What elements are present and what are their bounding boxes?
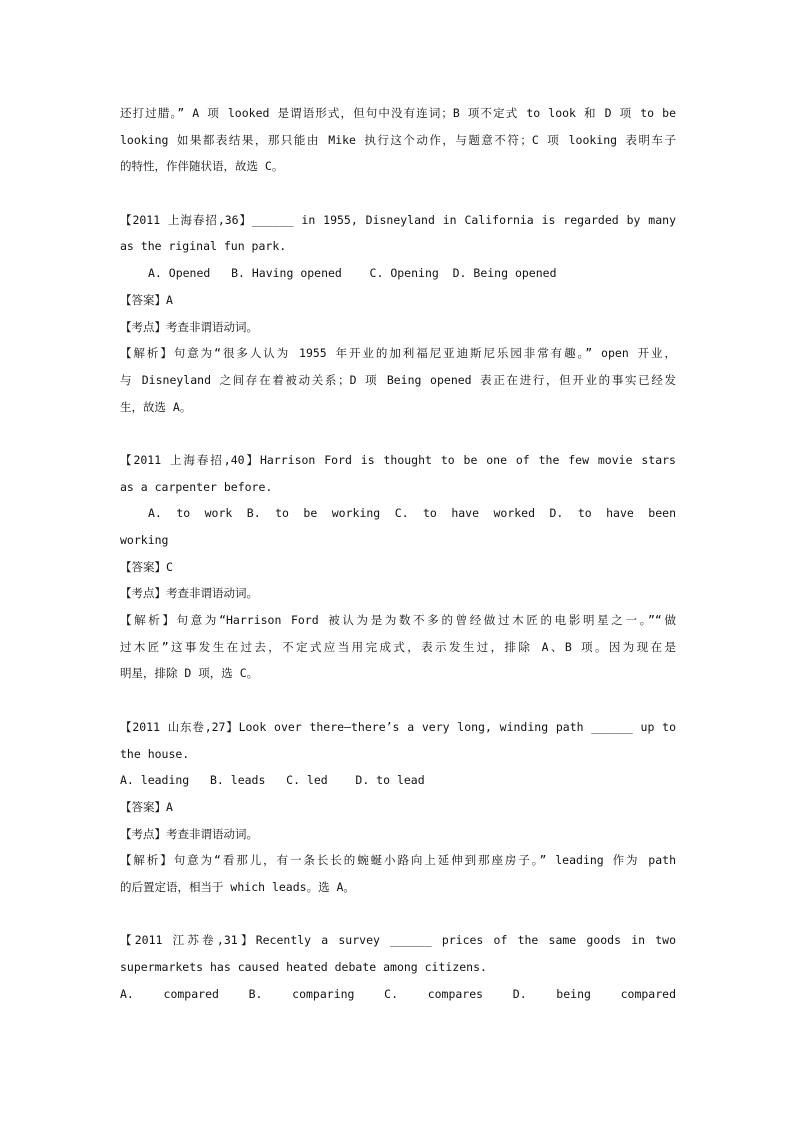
question-options: A. leading B. leads C. led D. to lead	[120, 773, 425, 788]
point-line: 【考点】考查非谓语动词。	[120, 586, 258, 601]
point-line: 【考点】考查非谓语动词。	[120, 319, 258, 334]
question-block	[120, 207, 676, 421]
text-line: 的特性，作伴随状语，故选 C。	[120, 159, 284, 174]
question-block	[120, 447, 676, 687]
document-page	[120, 100, 676, 1007]
analysis-line: 与 Disneyland 之间存在着被动关系；D 项 Being opened 表正在进行，但开业的事实已经发	[120, 372, 676, 387]
intro-paragraph	[120, 100, 676, 180]
question-stem: as the riginal fun park.	[120, 239, 287, 254]
answer-line: 【答案】A	[120, 292, 173, 307]
question-stem: as a carpenter before.	[120, 479, 273, 494]
analysis-line: 过木匠”这事发生在过去，不定式应当用完成式，表示发生过，排除 A、B 项。因为现在是	[120, 639, 676, 654]
answer-line: 【答案】A	[120, 799, 173, 814]
spacer	[120, 420, 676, 447]
question-stem: 【2011 上海春招,36】______ in 1955, Disneyland in California is regarded by many	[120, 212, 676, 227]
text-line: looking 如果都表结果，那只能由 Mike 执行这个动作，与题意不符；C 项 looking 表明车子	[120, 132, 676, 147]
analysis-line: 【解析】句意为“很多人认为 1955 年开业的加利福尼亚迪斯尼乐园非常有趣。” open 开业，	[120, 346, 676, 361]
spacer	[120, 687, 676, 714]
question-options: A. to work B. to be working C. to have worked D. to have been	[148, 506, 676, 521]
question-options: working	[120, 533, 169, 547]
analysis-line: 的后置定语，相当于 which leads。选 A。	[120, 879, 355, 894]
spacer	[120, 901, 676, 928]
question-options: A. Opened B. Having opened C. Opening D. Being opened	[148, 266, 557, 281]
spacer	[120, 180, 676, 207]
analysis-line: 明星，排除 D 项，选 C。	[120, 666, 259, 681]
answer-line: 【答案】C	[120, 559, 173, 574]
question-block	[120, 714, 676, 901]
question-block	[120, 927, 676, 1007]
question-stem: the house.	[120, 746, 190, 761]
analysis-line: 生，故选 A。	[120, 399, 192, 414]
text-line: 还打过腊。” A 项 looked 是谓语形式，但句中没有连词；B 项不定式 to look 和 D 项 to be	[120, 106, 676, 120]
analysis-line: 【解析】句意为“Harrison Ford 被认为是为数不多的曾经做过木匠的电影明星之一。”“做	[120, 613, 676, 628]
question-stem: 【2011 江苏卷,31】Recently a survey ______ prices of the same goods in two	[120, 933, 676, 948]
question-stem: 【2011 上海春招,40】Harrison Ford is thought to be one of the few movie stars	[120, 452, 676, 467]
analysis-line: 【解析】句意为“看那儿，有一条长长的蜿蜒小路向上延伸到那座房子。” leading 作为 path	[120, 853, 676, 868]
point-line: 【考点】考查非谓语动词。	[120, 826, 258, 841]
question-options: A. compared B. comparing C. compares D. being compared	[120, 986, 676, 1001]
question-stem: supermarkets has caused heated debate among citizens.	[120, 960, 487, 974]
question-stem: 【2011 山东卷,27】Look over there—there’s a very long, winding path ______ up to	[120, 719, 676, 734]
